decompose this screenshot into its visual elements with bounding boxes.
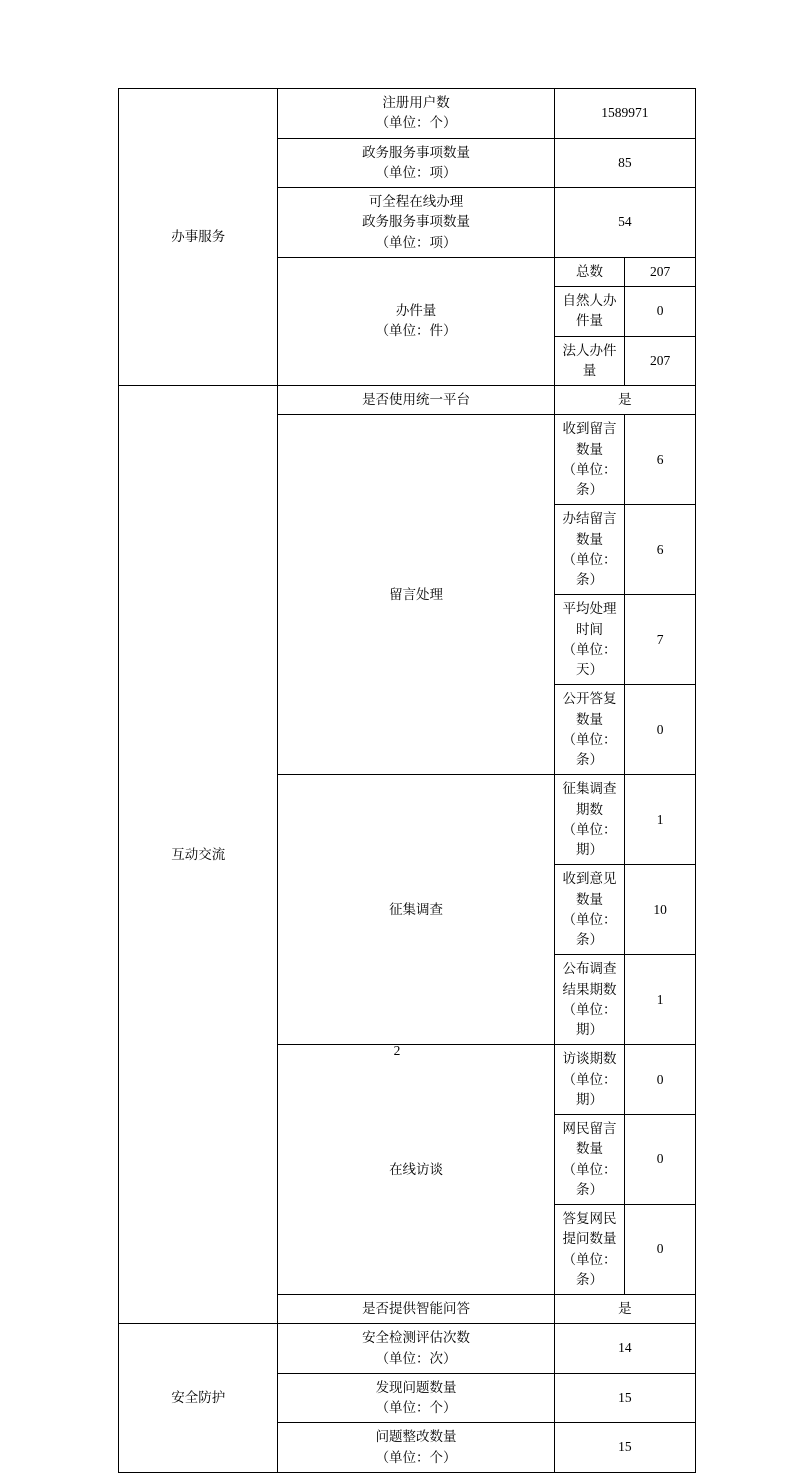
item-cell-issues-fixed	[278, 1423, 554, 1473]
category-cell-security: 安全防护	[119, 1324, 278, 1473]
sub-label-line1: 公开答复数量	[562, 691, 617, 727]
value-cell-netizen-answers: 0	[625, 1205, 696, 1295]
value-cell-messages-received: 6	[625, 415, 696, 505]
value-cell-opinions-received: 10	[625, 865, 696, 955]
annual-report-table	[118, 88, 696, 1473]
sub-label-line1: 收到留言数量	[562, 421, 617, 457]
sub-label-line2: （单位：条）	[562, 731, 617, 767]
sub-label-line2: （单位：条）	[562, 911, 617, 947]
category-cell-services: 办事服务	[119, 89, 278, 386]
item-cell-security-assessments	[278, 1324, 554, 1374]
value-cell-security-assessments: 14	[554, 1324, 695, 1374]
item-label-line2: （单位：个）	[375, 1400, 457, 1415]
sub-cell-netizen-answers	[554, 1205, 625, 1295]
value-cell-online-service-items: 54	[554, 188, 695, 258]
sub-cell-survey-count	[554, 775, 625, 865]
value-cell-natural-person: 0	[625, 287, 696, 337]
item-label-line1: 发现问题数量	[375, 1379, 457, 1395]
value-cell-service-items: 85	[554, 138, 695, 188]
value-cell-total: 207	[625, 257, 696, 286]
sub-cell-opinions-received	[554, 865, 625, 955]
item-cell-surveys: 征集调查	[278, 775, 554, 1045]
sub-cell-average-handling-time	[554, 595, 625, 685]
item-cell-message-handling: 留言处理	[278, 415, 554, 775]
item-label-line2: （单位：件）	[375, 323, 457, 339]
page-number: 2	[393, 1043, 401, 1058]
sub-label-line1: 网民留言数量	[562, 1121, 617, 1157]
table-row	[119, 89, 696, 139]
sub-label-line1: 访谈期数	[562, 1051, 617, 1067]
sub-label-line2: （单位：天）	[562, 641, 617, 677]
sub-cell-published-results	[554, 955, 625, 1045]
value-cell-published-results: 1	[625, 955, 696, 1045]
value-cell-netizen-messages: 0	[625, 1115, 696, 1205]
category-cell-interaction: 互动交流	[119, 386, 278, 1324]
item-label-line1: 可全程在线办理	[368, 194, 464, 209]
value-cell-smart-qa: 是	[554, 1295, 695, 1324]
sub-label-legal-person: 法人办件量	[554, 336, 625, 386]
value-cell-public-replies: 0	[625, 685, 696, 775]
value-cell-issues-fixed: 15	[554, 1423, 695, 1473]
item-cell-registered-users	[278, 89, 554, 139]
item-cell-smart-qa: 是否提供智能问答	[278, 1295, 554, 1324]
sub-label-natural-person: 自然人办件量	[554, 287, 625, 337]
sub-label-line2: （单位：期）	[562, 1001, 617, 1037]
item-label-line2: 政务服务事项数量	[362, 214, 471, 230]
value-cell-issues-found: 15	[554, 1373, 695, 1423]
item-label-line2: （单位：个）	[375, 115, 457, 131]
sub-cell-netizen-messages	[554, 1115, 625, 1205]
sub-label-line1: 收到意见数量	[562, 871, 617, 907]
sub-label-line1: 平均处理时间	[562, 601, 617, 637]
value-cell-unified-platform: 是	[554, 386, 695, 415]
sub-label-total: 总数	[554, 257, 625, 286]
value-cell-legal-person: 207	[625, 336, 696, 386]
sub-label-line2: （单位：期）	[562, 821, 617, 857]
sub-label-line2: （单位：条）	[562, 551, 617, 587]
sub-label-line2: （单位：条）	[562, 1251, 617, 1287]
item-label-line1: 注册用户数	[382, 95, 450, 110]
item-label-line3: （单位：项）	[375, 234, 457, 250]
table-row	[119, 1324, 696, 1374]
item-label-line2: （单位：次）	[375, 1350, 457, 1366]
sub-label-line2: （单位：条）	[562, 461, 617, 497]
value-cell-registered-users: 1589971	[554, 89, 695, 139]
sub-label-line2: （单位：期）	[562, 1071, 617, 1107]
sub-label-line1: 征集调查期数	[562, 781, 617, 817]
item-cell-service-items	[278, 138, 554, 188]
sub-label-line1: 办结留言数量	[562, 511, 617, 547]
item-label-line2: （单位：项）	[375, 164, 457, 180]
item-label-line1: 安全检测评估次数	[362, 1330, 471, 1346]
sub-label-line2: （单位：条）	[562, 1161, 617, 1197]
item-cell-online-service-items	[278, 188, 554, 258]
value-cell-messages-closed: 6	[625, 505, 696, 595]
item-label-line1: 政务服务事项数量	[362, 144, 471, 160]
value-cell-average-handling-time: 7	[625, 595, 696, 685]
value-cell-interview-count: 0	[625, 1045, 696, 1115]
item-cell-issues-found	[278, 1373, 554, 1423]
sub-cell-public-replies	[554, 685, 625, 775]
item-cell-online-interviews: 在线访谈	[278, 1045, 554, 1295]
sub-cell-messages-closed	[554, 505, 625, 595]
table-row	[119, 386, 696, 415]
item-label-line1: 问题整改数量	[375, 1429, 457, 1445]
item-label-line1: 办件量	[395, 303, 437, 319]
sub-label-line1: 公布调查结果期数	[562, 961, 617, 997]
item-cell-unified-platform: 是否使用统一平台	[278, 386, 554, 415]
item-label-line2: （单位：个）	[375, 1449, 457, 1465]
sub-label-line1: 答复网民提问数量	[562, 1211, 617, 1247]
sub-cell-messages-received	[554, 415, 625, 505]
value-cell-survey-count: 1	[625, 775, 696, 865]
item-cell-handled-volume	[278, 257, 554, 385]
